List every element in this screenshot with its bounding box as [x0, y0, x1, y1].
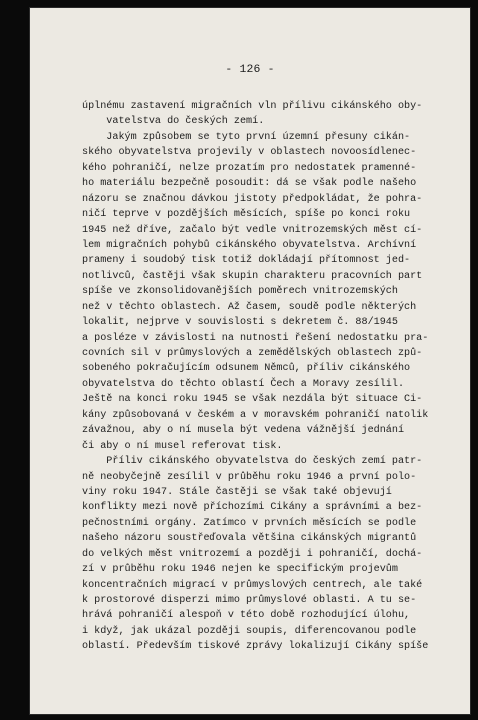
text-line: lokalit, nejprve v souvislosti s dekretem č. 88/1945: [82, 317, 398, 329]
text-line: kány způsobovaná v českém a v moravském pohraničí natolik: [82, 409, 429, 421]
text-line: našeho názoru soustřeďovala většina cikánských migrantů: [82, 533, 417, 545]
text-line: k prostorové disperzi mimo průmyslové oblasti. A tu se-: [82, 595, 417, 606]
text-line: zí v průběhu roku 1946 nejen ke specifickým projevům: [82, 564, 398, 576]
text-line: i když, jak ukázal později soupis, diferencovanou podle: [82, 625, 417, 637]
text-line: prameny i soudobý tisk totiž dokládají přítomnost jed-: [82, 255, 411, 267]
text-line: názoru se značnou dávkou jistoty předpokládat, že pohra-: [82, 193, 423, 205]
text-line: Jakým způsobem se tyto první územní přesuny cikán-: [82, 131, 411, 143]
body-text: [82, 99, 467, 655]
text-line: koncentračních migrací v průmyslových centrech, ale také: [82, 579, 423, 591]
text-line: viny roku 1947. Stále častěji se však také objevují: [82, 486, 392, 498]
text-line: hrává pohraničí alespoň v této době rozhodující úlohu,: [82, 610, 411, 622]
text-line: lem migračních pohybů cikánského obyvatelstva. Archívní: [82, 239, 417, 251]
text-line: Ještě na konci roku 1945 se však nezdála být situace Ci-: [82, 394, 423, 406]
text-line: spíše ve zkonsolidovanějších poměrech vnitrozemských: [82, 286, 398, 298]
text-line: úplnému zastavení migračních vln přílivu cikánského oby-: [82, 101, 423, 112]
page-number: - 126 -: [225, 64, 275, 76]
text-line: ského obyvatelstva projevily v oblastech novoosídlenec-: [82, 147, 417, 159]
text-line: oblastí. Především tiskové zprávy lokalizují Cikány spíše: [82, 641, 429, 653]
text-line: Příliv cikánského obyvatelstva do českých zemí patr-: [82, 456, 423, 468]
text-line: vatelstva do českých zemí.: [82, 116, 265, 128]
text-line: covních sil v průmyslových a zemědělských oblastech způ-: [82, 348, 423, 359]
text-line: sobeného pokračujícím odsunem Němců, příliv cikánského: [82, 363, 411, 375]
document-page: [30, 8, 470, 714]
text-line: ně neobyčejně zesílil v průběhu roku 1946 a první polo-: [82, 471, 417, 483]
text-line: notlivců, častěji však skupin charakteru pracovních part: [82, 270, 423, 282]
text-line: kého pohraničí, nelze prozatím pro nedostatek pramenné-: [82, 162, 417, 174]
text-line: ničí teprve v pozdějších měsících, spíše po konci roku: [82, 209, 411, 221]
text-line: konflikty mezi nově příchozími Cikány a správními a bez-: [82, 502, 423, 514]
text-line: či aby o ní musel referovat tisk.: [82, 440, 283, 452]
text-line: pečnostními orgány. Zatímco v prvních měsících se podle: [82, 517, 417, 529]
text-line: a posléze v závislosti na nutnosti řešení nedostatku pra-: [82, 332, 429, 344]
text-line: závažnou, aby o ní musela být vedena vážnější jednání: [82, 425, 405, 437]
text-line: než v těchto oblastech. Až časem, soudě podle některých: [82, 301, 417, 313]
text-line: obyvatelstva do těchto oblastí Čech a Moravy zesílil.: [82, 378, 405, 390]
text-line: do velkých měst vnitrozemí a později i pohraničí, dochá-: [82, 548, 423, 560]
text-line: ho materiálu bezpečně posoudit: dá se však podle našeho: [82, 178, 417, 190]
text-line: 1945 než dříve, začalo být vedle vnitrozemských měst cí-: [82, 224, 423, 236]
